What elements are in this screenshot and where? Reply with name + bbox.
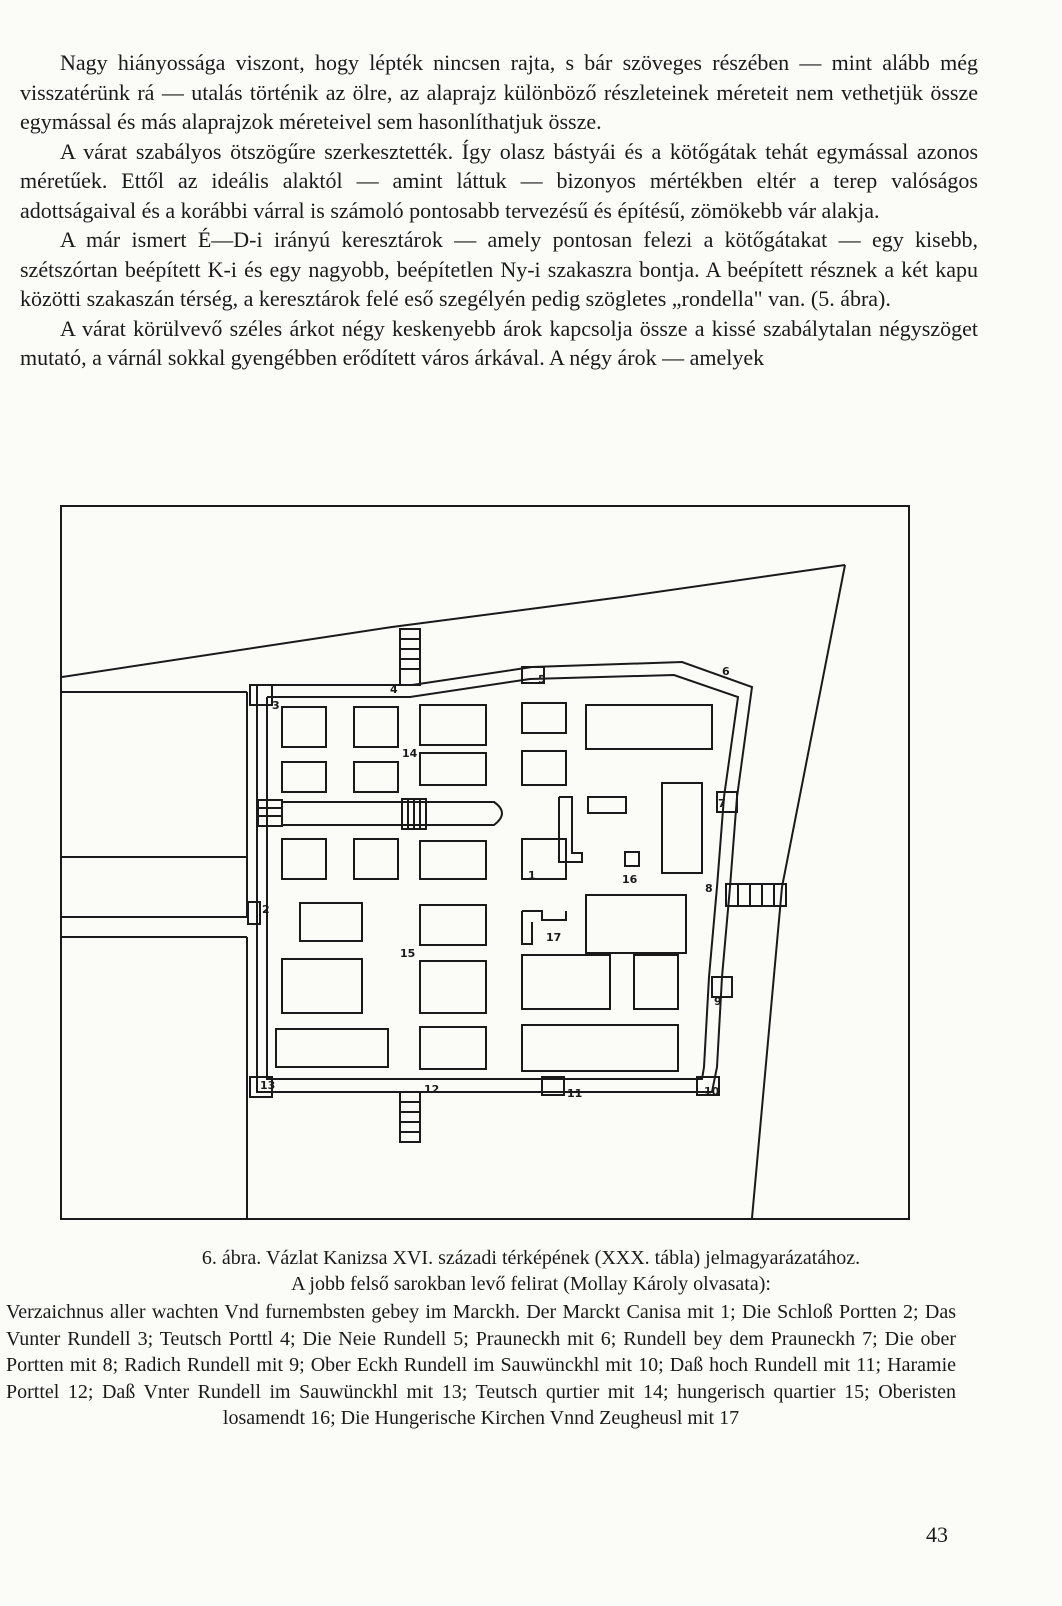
building-blocks [276,703,712,1071]
paragraph: A várat körülvevő széles árkot négy keskenyebb árok kapcsolja össze a kissé szabálytalan négyszöget mutató, a várnál sokkal gyengébben erődített város árkával. A négy árok — amelyek [20,315,978,370]
cross-moat [282,799,502,829]
reading-title: A jobb felső sarokban levő felirat (Mollay Károly olvasata): [291,1273,771,1295]
river-bank [62,565,845,1218]
label-14: 14 [402,747,418,760]
label-6: 6 [722,665,730,678]
bastions [248,667,737,1097]
label-17: 17 [546,931,562,944]
label-5: 5 [538,673,546,686]
paragraph: A már ismert É—D-i irányú keresztárok — amely pontosan felezi a kötőgátakat — egy kisebb, szétszórtan beépített K-i és egy nagyobb, beépítetlen Ny-i szakaszra bontja. A beépített résznek a két kapu közötti szakaszán térség, a keresztárok felé eső szegélyén pedig szögletes „rondella" van. (5. ábra). [20,227,978,311]
fortress-sketch-map [62,507,908,1218]
map-labels [260,665,730,1100]
paragraph: A várat szabályos ötszögűre szerkesztették. Így olasz bástyái és a kötőgátak tehát egymással azonos méretűek. Ettől az ideális alaktól — amint láttuk — bizonyos mértékben eltér a terep valóságos adottságaival és a korábbi várral is számoló pontosabb tervezésű és építésű, zömökebb vár alakja. [20,138,978,223]
label-11: 11 [567,1087,583,1100]
page-number: 43 [926,1522,948,1547]
label-16: 16 [622,873,638,886]
label-12: 12 [424,1083,440,1096]
town-outline [62,692,247,1218]
label-1: 1 [528,869,536,882]
legend-transcription: Verzaichnus aller wachten Vnd furnembsten gebey im Marckh. Der Marckt Canisa mit 1; Die Schloß Portten 2; Das Vunter Rundell 3; Teutsch Porttl 4; Die Neie Rundell 5; Prauneckh mit 6; Rundell bey dem Prauneckh 7; Die ober Portten mit 8; Radich Rundell mit 9; Ober Eckh Rundell im Sauwünckhl mit 10; Daß hoch Rundell mit 11; Haramie Porttel 12; Daß Vnter Rundell im Sauwünckhl mit 13; Teutsch qurtier mit 14; hungerisch quartier 15; Oberisten losamendt 16; Die Hungerische Kirchen Vnnd Zeugheusl mit 17 [6,1301,956,1429]
body-text [20,48,978,373]
label-15: 15 [400,947,416,960]
figure-frame [60,505,910,1220]
paragraph: Nagy hiányossága viszont, hogy lépték nincsen rajta, s bár szöveges részében — mint alább még visszatérünk rá — utalás történik az ölre, az alaprajz különböző részleteinek méreteit nem vethetjük össze egymással és más alaprajzok méreteivel sem hasonlíthatjuk össze. [20,50,978,134]
label-9: 9 [714,995,722,1008]
label-8: 8 [705,882,713,895]
label-2: 2 [262,903,270,916]
label-3: 3 [272,699,280,712]
label-13: 13 [260,1079,276,1092]
figure-caption: 6. ábra. Vázlat Kanizsa XVI. századi térképének (XXX. tábla) jelmagyarázatához. [201,1247,861,1269]
label-10: 10 [704,1085,720,1098]
label-7: 7 [718,797,726,810]
label-4: 4 [390,683,398,696]
